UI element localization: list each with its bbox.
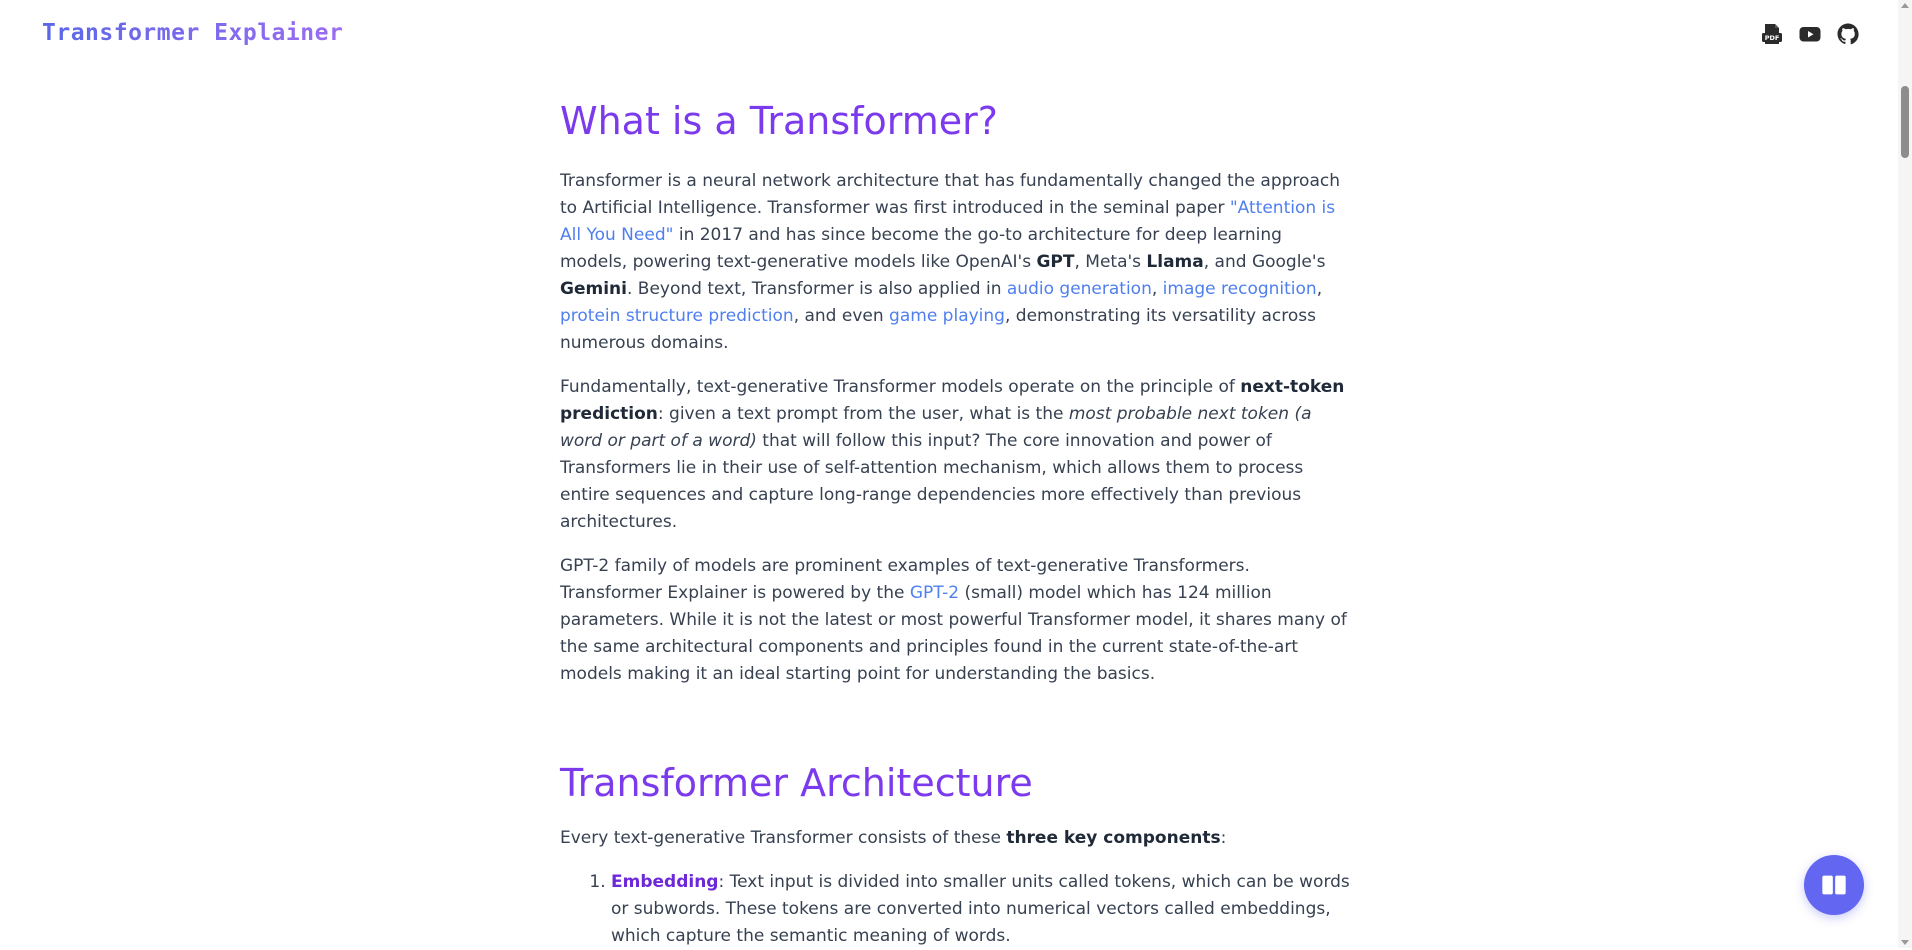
scrollbar-thumb[interactable] [1901, 86, 1909, 158]
section-title-architecture: Transformer Architecture [560, 760, 1033, 805]
pdf-icon[interactable] [1760, 22, 1784, 46]
scroll-up-arrow[interactable] [1901, 3, 1909, 8]
components-intro: Every text-generative Transformer consists of these three key components: [560, 828, 1227, 849]
link-image-recognition[interactable]: image recognition [1162, 278, 1317, 299]
app-logo[interactable]: Transformer Explainer [42, 20, 344, 46]
article-content [560, 100, 1350, 950]
link-protein-structure[interactable]: protein structure prediction [560, 305, 794, 326]
list-item-embedding: 1. Embedding: Text input is divided into smaller units called tokens, which can be words or subwords. These tokens are converted into numerical vectors called embeddings, which capture the semantic meaning of words. [611, 869, 1350, 950]
link-audio-generation[interactable]: audio generation [1006, 278, 1152, 299]
next-token-paragraph: Fundamentally, text-generative Transformer models operate on the principle of next-token prediction: given a text prompt from the user, what is the most probable next token (a word or part of a word) that will follow this input? The core innovation and power of Transformers lie in their use of self-attention mechanism, which allows them to process entire sequences and capture long-range dependencies more effectively than previous architectures. [560, 376, 1345, 532]
book-open-icon [1820, 871, 1848, 899]
link-attention-paper[interactable]: "Attention is All You Need" [560, 197, 1336, 245]
header-links [1760, 22, 1860, 46]
svg-text:PDF: PDF [1764, 34, 1780, 43]
youtube-icon[interactable] [1798, 22, 1822, 46]
term-embedding[interactable]: Embedding [611, 872, 719, 893]
link-gpt2[interactable]: GPT-2 [909, 582, 960, 603]
components-list [560, 869, 1350, 950]
link-game-playing[interactable]: game playing [889, 305, 1005, 326]
section-title-what-is-transformer: What is a Transformer? [560, 99, 998, 143]
intro-paragraph: Transformer is a neural network architecture that has fundamentally changed the approach to Artificial Intelligence. Transformer was first introduced in the seminal paper "Attention is All You Need" in 2017 and has since become the go-to architecture for deep learning models, powering text-generative models like OpenAI's GPT, Meta's Llama, and Google's Gemini. Beyond text, Transformer is also applied in audio generation, image recognition, protein structure prediction, and even game playing, demonstrating its versatility across numerous domains. [560, 170, 1340, 353]
book-toggle-button[interactable] [1804, 855, 1864, 915]
gpt2-paragraph: GPT-2 family of models are prominent examples of text-generative Transformers. Transformer Explainer is powered by the GPT-2 (small) model which has 124 million parameters. While it is not the latest or most powerful Transformer model, it shares many of the same architectural components and principles found in the current state-of-the-art models making it an ideal starting point for understanding the basics. [560, 555, 1347, 684]
github-icon[interactable] [1836, 22, 1860, 46]
page-scrollbar[interactable] [1898, 0, 1912, 948]
scroll-down-arrow[interactable] [1901, 940, 1909, 945]
